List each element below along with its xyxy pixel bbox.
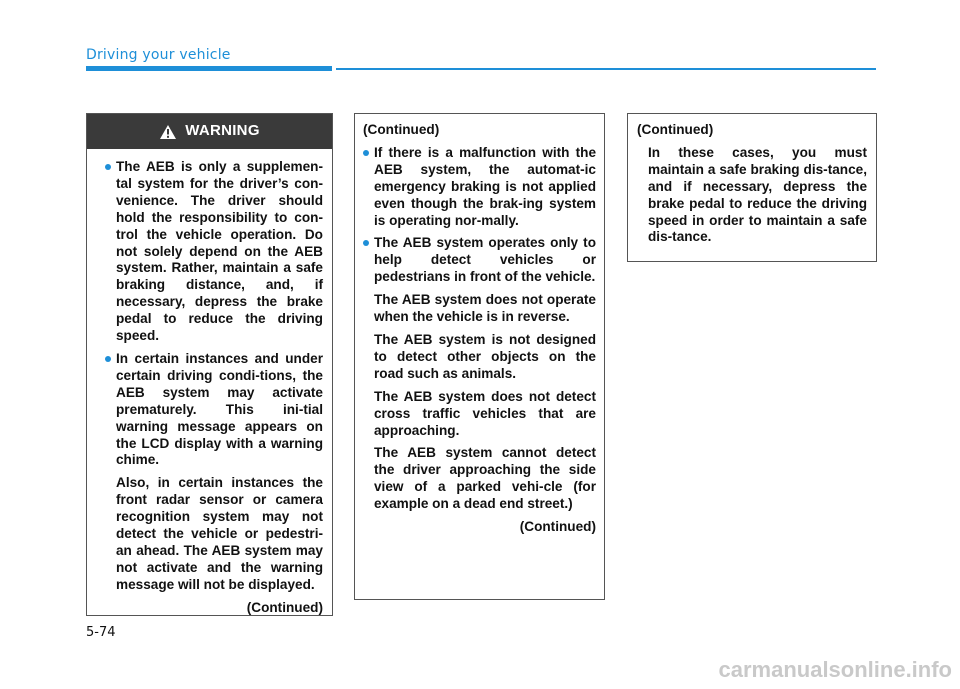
aeb-para-reverse: The AEB system does not operate when the vehicle is in reverse. [374,292,596,325]
warning-bullet-2 [105,351,323,594]
warning-bullet-2-para: Also, in certain instances the front radar sensor or camera recognition system may not detect the vehicle or pedestri-an ahead. The AEB system may not activate and the warning message will not be displayed. [116,475,323,592]
warning-triangle-icon [159,124,177,140]
aeb-bullet-2 [363,235,596,513]
warning-bullets [105,159,323,594]
section-title: Driving your vehicle [86,47,231,63]
aeb-bullet-1: If there is a malfunction with the AEB system, the automat-ic emergency braking is not applied even though the brak-ing system is operating nor-mally. [363,145,596,230]
aeb-para-cross-traffic: The AEB system does not detect cross traffic vehicles that are approaching. [374,388,596,438]
continued-bottom-label: (Continued) [519,519,596,535]
warning-box [86,113,333,616]
page-number: 5-74 [86,625,116,640]
continued-top-label: (Continued) [363,122,440,137]
header-rule-thin [336,68,876,70]
continued-label: (Continued) [246,599,323,615]
warning-label: WARNING [185,122,260,140]
watermark: carmanualsonline.info [718,657,952,682]
warning-bullet-1: The AEB is only a supplemen-tal system for the driver’s con-venience. The driver should hold the responsibility to con-trol the vehicle operation. Do not solely depend on the AEB system. Rather, maintain a safe braking distance, and, if necessary, depress the brake pedal to reduce the driving speed. [105,159,323,345]
warning-content [87,149,332,617]
safe-braking-para: In these cases, you must maintain a safe braking dis-tance, and if necessary, depress the brake pedal to reduce the driving speed in order to maintain a safe dis-tance. [648,144,867,245]
continued-box-2 [354,113,605,600]
continued-top-label: (Continued) [637,122,714,137]
header-rule-thick [86,66,332,71]
continued-box-3 [627,113,877,262]
aeb-para-parked-vehicle: The AEB system cannot detect the driver approaching the side view of a parked vehi-cle (for example on a dead end street.) [374,445,596,512]
warning-header [87,114,332,149]
aeb-bullet-2-text: The AEB system operates only to help detect vehicles or pedestrians in front of the vehicle. [374,235,596,285]
warning-bullet-2-text: In certain instances and under certain driving condi-tions, the AEB system may activate prematurely. This ini-tial warning message appears on the LCD display with a warning chime. [116,350,323,468]
aeb-para-animals: The AEB system is not designed to detect other objects on the road such as animals. [374,331,596,381]
aeb-bullets [363,145,596,513]
